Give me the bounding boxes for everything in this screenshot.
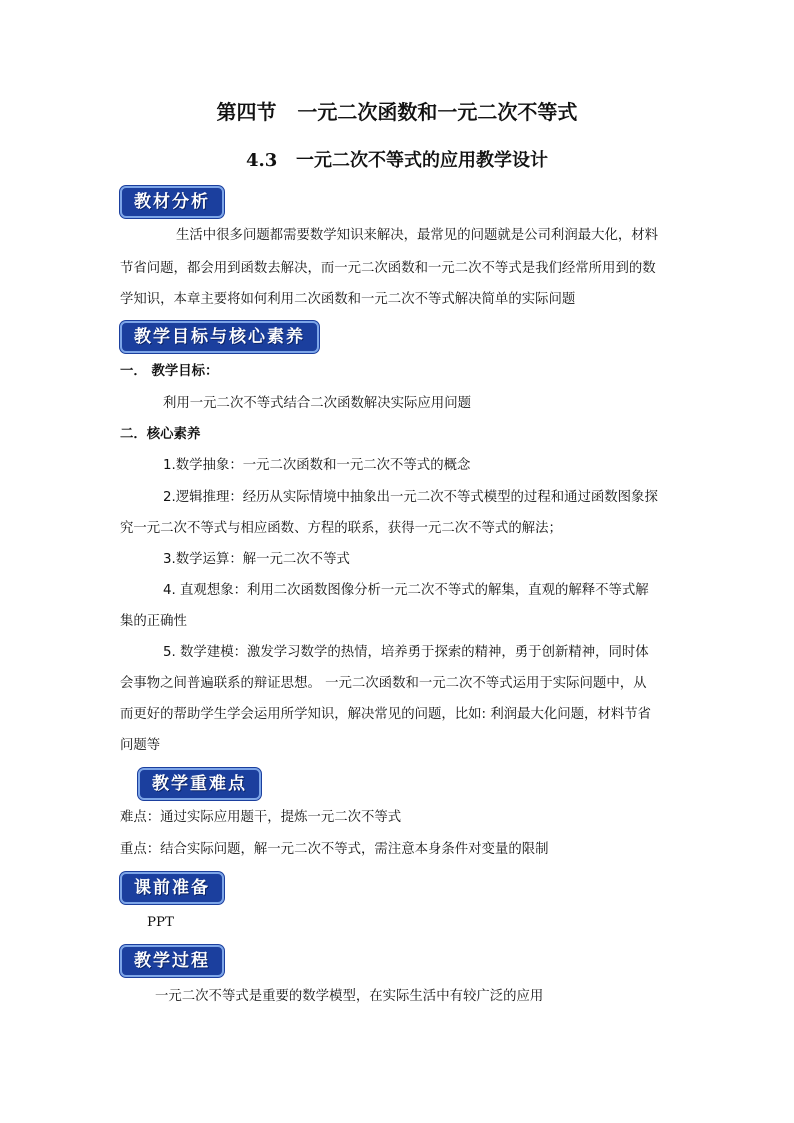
core-line-9: 而更好的帮助学生学会运用所学知识，解决常见的问题，比如: 利润最大化问题，材料节省	[120, 707, 651, 722]
material-analysis-line-2: 节省问题，都会用到函数去解决，而一元二次函数和一元二次不等式是我们经常所用到的数	[120, 261, 656, 276]
core-line-10: 问题等	[120, 738, 161, 753]
core-line-6: 集的正确性	[120, 614, 187, 629]
core-line-8: 会事物之间普遍联系的辩证思想。 一元二次函数和一元二次不等式运用于实际问题中，从	[120, 676, 647, 691]
core-line-1: 1.数学抽象：一元二次函数和一元二次不等式的概念	[163, 458, 471, 473]
focus-text: 重点：结合实际问题，解一元二次不等式，需注意本身条件对变量的限制	[120, 842, 549, 857]
process-text: 一元二次不等式是重要的数学模型，在实际生活中有较广泛的应用	[155, 989, 544, 1004]
goal-text: 利用一元二次不等式结合二次函数解决实际应用问题	[163, 396, 471, 411]
material-analysis-line-1: 生活中很多问题都需要数学知识来解决，最常见的问题就是公司利润最大化，材料	[176, 228, 659, 243]
core-line-2: 2.逻辑推理：经历从实际情境中抽象出一元二次不等式模型的过程和通过函数图象探	[163, 490, 658, 505]
difficulty-text: 难点：通过实际应用题干，提炼一元二次不等式	[120, 810, 402, 825]
goal-heading: 一． 教学目标：	[120, 364, 219, 379]
core-line-5: 4. 直观想象：利用二次函数图像分析一元二次不等式的解集，直观的解释不等式解	[163, 583, 649, 598]
preparation-badge: 课前准备	[120, 872, 224, 904]
core-line-7: 5. 数学建模：激发学习数学的热情，培养勇于探索的精神，勇于创新精神，同时体	[163, 645, 649, 660]
core-line-3: 究一元二次不等式与相应函数、方程的联系，获得一元二次不等式的解法；	[120, 521, 562, 536]
core-line-4: 3.数学运算：解一元二次不等式	[163, 552, 350, 567]
material-analysis-line-3: 学知识，本章主要将如何利用二次函数和一元二次不等式解决简单的实际问题	[120, 292, 576, 307]
key-points-badge: 教学重难点	[138, 768, 261, 800]
core-heading: 二．核心素养	[120, 427, 201, 442]
material-analysis-badge: 教材分析	[120, 186, 224, 218]
preparation-text: PPT	[147, 915, 174, 930]
lesson-title: 4.3 一元二次不等式的应用教学设计	[245, 150, 549, 171]
process-badge: 教学过程	[120, 945, 224, 977]
section-title: 第四节 一元二次函数和一元二次不等式	[216, 100, 578, 124]
objectives-badge: 教学目标与核心素养	[120, 321, 319, 353]
